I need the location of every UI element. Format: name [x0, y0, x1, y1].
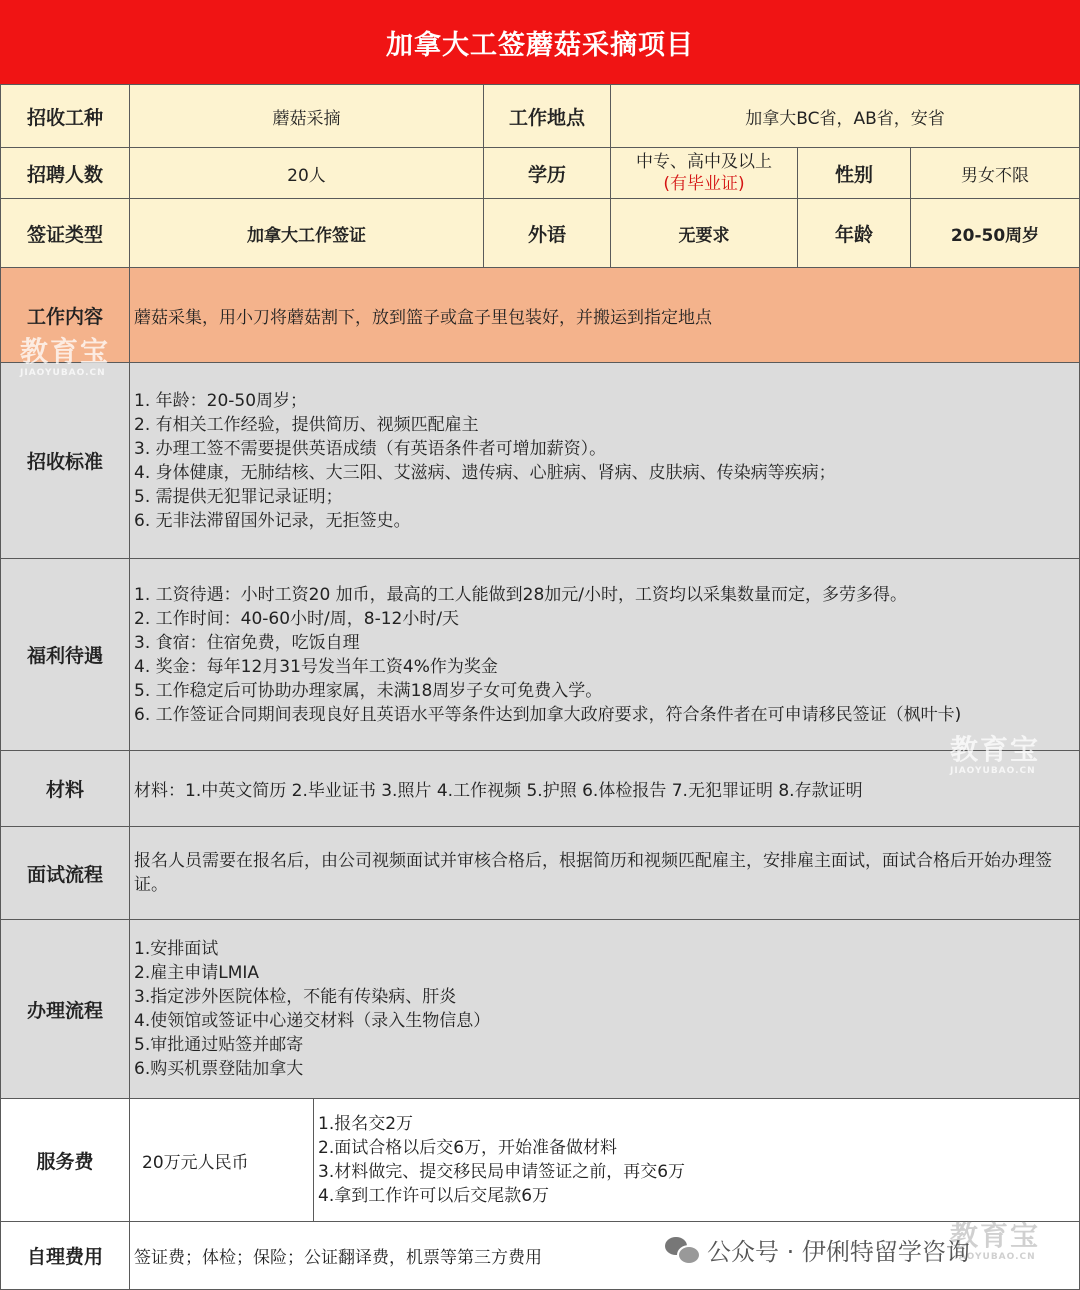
- self-cost-label: 自理费用: [0, 1221, 130, 1290]
- list-item: 1. 年龄：20-50周岁；: [134, 390, 308, 411]
- list-item: 4.拿到工作许可以后交尾款6万: [318, 1186, 550, 1206]
- list-item: 2.面试合格以后交6万，开始准备做材料: [318, 1138, 618, 1158]
- requirements-label: 招收标准: [0, 362, 130, 559]
- interview-label: 面试流程: [0, 826, 130, 920]
- headcount-value: 20人: [129, 147, 484, 199]
- page-title: 加拿大工签蘑菇采摘项目: [0, 0, 1080, 84]
- education-text: 中专、高中及以上: [636, 152, 772, 172]
- watermark-brand: 教育宝: [950, 1219, 1041, 1252]
- service-fee-label: 服务费: [0, 1098, 130, 1222]
- list-item: 3. 办理工签不需要提供英语成绩（有英语条件者可增加薪资）。: [134, 438, 607, 459]
- list-item: 5. 工作稳定后可协助办理家属，未满18周岁子女可免费入学。: [134, 680, 603, 701]
- wechat-icon: [665, 1237, 699, 1263]
- interview-line: 证。: [134, 875, 168, 895]
- location-value: 加拿大BC省，AB省，安省: [610, 84, 1080, 148]
- watermark-domain: JIAOYUBAO.CN: [20, 368, 106, 378]
- list-item: 3.材料做完、提交移民局申请签证之前，再交6万: [318, 1162, 686, 1182]
- list-item: 4. 身体健康，无肺结核、大三阳、艾滋病、遗传病、心脏病、肾病、皮肤病、传染病等疾病；: [134, 462, 836, 483]
- brand-watermark: [950, 728, 1040, 776]
- list-item: 5.审批通过贴签并邮寄: [134, 1035, 304, 1055]
- watermark-domain: JIAOYUBAO.CN: [950, 766, 1036, 776]
- requirements-list: [129, 362, 1080, 559]
- benefits-label: 福利待遇: [0, 558, 130, 751]
- education-value: [610, 147, 798, 199]
- gender-label: 性别: [797, 147, 911, 199]
- wechat-account-text: 公众号 · 伊俐特留学咨询: [707, 1238, 970, 1266]
- visa-value: 加拿大工作签证: [129, 198, 484, 268]
- list-item: 6.购买机票登陆加拿大: [134, 1059, 304, 1079]
- list-item: 2.雇主申请LMIA: [134, 963, 260, 983]
- language-label: 外语: [483, 198, 611, 268]
- benefits-list: [129, 558, 1080, 751]
- age-label: 年龄: [797, 198, 911, 268]
- gender-value: 男女不限: [910, 147, 1080, 199]
- service-fee-amount: 20万元人民币: [129, 1098, 314, 1222]
- brand-watermark: [20, 330, 110, 378]
- process-label: 办理流程: [0, 919, 130, 1099]
- service-fee-schedule: [313, 1098, 1080, 1222]
- education-label: 学历: [483, 147, 611, 199]
- watermark-brand: 教育宝: [950, 733, 1041, 766]
- language-value: 无要求: [610, 198, 798, 268]
- watermark-brand: 教育宝: [20, 335, 111, 368]
- list-item: 2. 工作时间：40-60小时/周，8-12小时/天: [134, 608, 460, 629]
- list-item: 4. 奖金：每年12月31号发当年工资4%作为奖金: [134, 656, 498, 677]
- list-item: 2. 有相关工作经验，提供简历、视频匹配雇主: [134, 414, 479, 435]
- visa-label: 签证类型: [0, 198, 130, 268]
- list-item: 1.报名交2万: [318, 1114, 414, 1134]
- education-note: (有毕业证): [663, 174, 745, 194]
- watermark-domain: JIAOYUBAO.CN: [950, 1252, 1036, 1262]
- job-type-label: 招收工种: [0, 84, 130, 148]
- list-item: 1.安排面试: [134, 939, 219, 959]
- list-item: 3.指定涉外医院体检，不能有传染病、肝炎: [134, 987, 457, 1007]
- list-item: 1. 工资待遇：小时工资20 加币，最高的工人能做到28加元/小时，工资均以采集数量而定，多劳多得。: [134, 584, 908, 605]
- list-item: 6. 工作签证合同期间表现良好且英语水平等条件达到加拿大政府要求，符合条件者在可申请移民签证（枫叶卡): [134, 704, 962, 725]
- materials-label: 材料: [0, 750, 130, 827]
- list-item: 4.使领馆或签证中心递交材料（录入生物信息）: [134, 1011, 491, 1031]
- wechat-watermark: [665, 1232, 970, 1267]
- job-type-value: 蘑菇采摘: [129, 84, 484, 148]
- age-value: 20-50周岁: [910, 198, 1080, 268]
- process-list: [129, 919, 1080, 1099]
- interview-text: [129, 826, 1080, 920]
- materials-text: 材料：1.中英文简历 2.毕业证书 3.照片 4.工作视频 5.护照 6.体检报告 7.无犯罪证明 8.存款证明: [129, 750, 1080, 827]
- list-item: 5. 需提供无犯罪记录证明；: [134, 486, 343, 507]
- self-cost-text: 签证费；体检；保险；公证翻译费，机票等第三方费用: [129, 1221, 1080, 1290]
- location-label: 工作地点: [483, 84, 611, 148]
- list-item: 3. 食宿：住宿免费，吃饭自理: [134, 632, 360, 653]
- headcount-label: 招聘人数: [0, 147, 130, 199]
- interview-line: 报名人员需要在报名后，由公司视频面试并审核合格后，根据简历和视频匹配雇主，安排雇主面试，面试合格后开始办理签: [134, 851, 1052, 871]
- list-item: 6. 无非法滞留国外记录，无拒签史。: [134, 510, 411, 531]
- work-content-text: 蘑菇采集，用小刀将蘑菇割下，放到篮子或盒子里包装好，并搬运到指定地点: [129, 267, 1080, 363]
- work-content-label: 工作内容: [0, 267, 130, 363]
